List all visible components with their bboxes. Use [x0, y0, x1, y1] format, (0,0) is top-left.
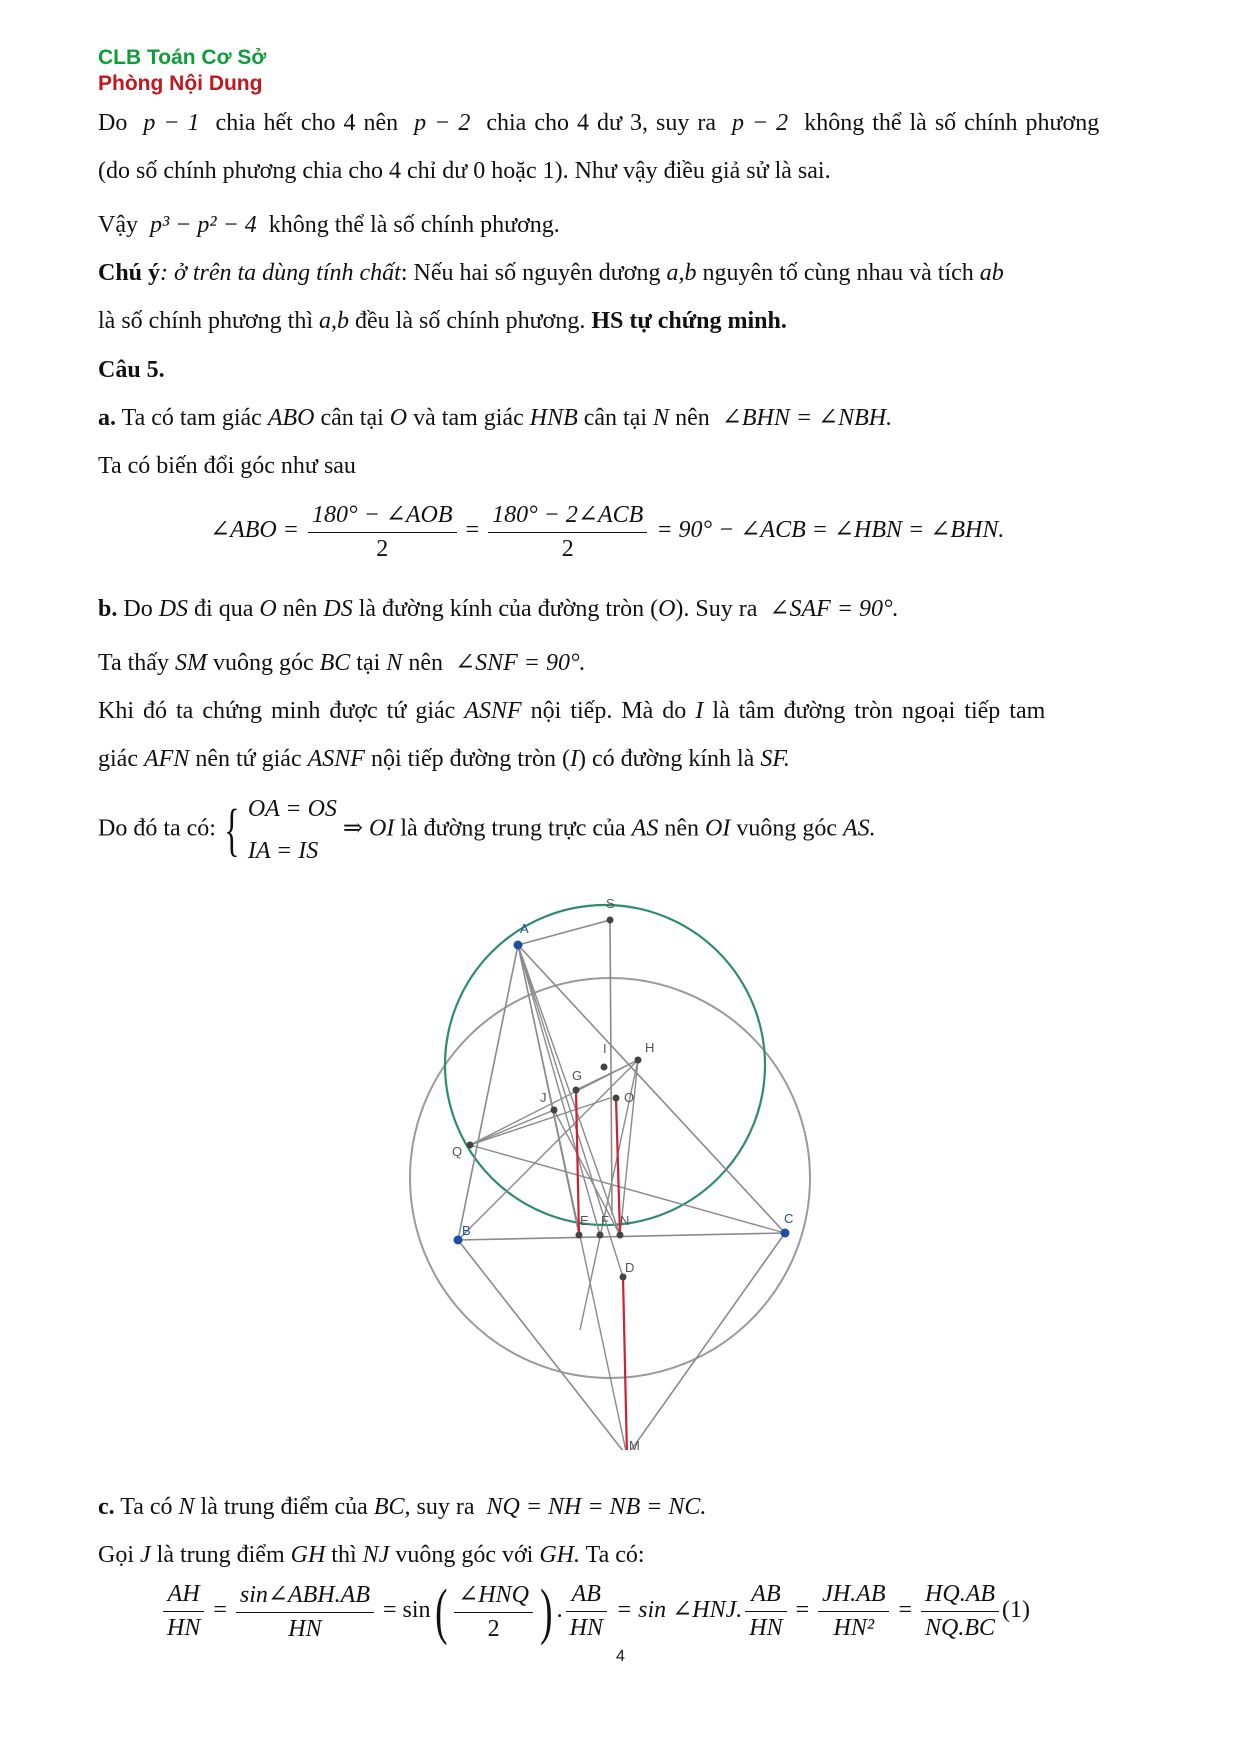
- ratio-equation: $\frac{AH}{HN}$ = $\frac{\text{sin∠ABH.AB}}{HN}$ = sin( $\frac{\text{∠HNQ}}{2}$ ) . $\frac{AB}{HN}$ = sin ∠HNJ. $\frac{AB}{HN}$ = $\frac{JH.AB}{\text{HN²}}$ = $\frac{HQ.AB}{NQ.BC}$ (1): [160, 1580, 1030, 1643]
- line-cm: [627, 1233, 785, 1450]
- part-a-line-2: Ta có biến đổi góc như sau: [98, 453, 356, 479]
- part-b-line-4: giác AFN nên tứ giác ASNF nội tiếp đường tròn (I) có đường kính là SF.: [98, 746, 790, 772]
- point-n: [617, 1232, 624, 1239]
- intro-line-2: (do số chính phương chia cho 4 chỉ dư 0 hoặc 1). Như vậy điều giả sử là sai.: [98, 158, 831, 184]
- part-b-line-1: b. Do DS đi qua O nên DS là đường kính của đường tròn (O). Suy ra ∠SAF = 90°.: [98, 596, 899, 622]
- part-b-line-5: Do đó ta có: { OA = OS IA = IS ⇒ OI là đường trung trực của AS nên OI vuông góc AS.: [98, 796, 876, 864]
- label-h: H: [645, 1040, 655, 1055]
- line-hn: [620, 1060, 638, 1235]
- point-e: [576, 1232, 583, 1239]
- label-j: J: [540, 1090, 547, 1105]
- point-f: [597, 1232, 604, 1239]
- line-gh: [576, 1060, 638, 1090]
- line-qo: [470, 1098, 610, 1145]
- label-m: M: [629, 1438, 640, 1450]
- intro-line-3: Vậy p³ − p² − 4 không thể là số chính phương.: [98, 212, 560, 238]
- label-f: F: [601, 1213, 609, 1228]
- club-header: CLB Toán Cơ Sở: [98, 46, 267, 69]
- dept-header: Phòng Nội Dung: [98, 72, 263, 95]
- line-an: [518, 945, 620, 1235]
- part-b-line-2: Ta thấy SM vuông góc BC tại N nên ∠SNF = 90°.: [98, 650, 586, 676]
- point-o: [613, 1095, 620, 1102]
- point-s: [607, 917, 614, 924]
- label-s: S: [606, 896, 615, 911]
- label-o: O: [624, 1090, 635, 1105]
- point-g: [573, 1087, 580, 1094]
- part-a-line-1: a. Ta có tam giác ABO cân tại O và tam giác HNB cân tại N nên ∠BHN = ∠NBH.: [98, 405, 893, 431]
- label-n: N: [620, 1213, 630, 1228]
- line-bm: [458, 1240, 627, 1450]
- label-g: G: [572, 1068, 583, 1083]
- point-i: [601, 1064, 608, 1071]
- intro-line-1: Do p − 1 chia hết cho 4 nên p − 2 chia cho 4 dư 3, suy ra p − 2 không thể là số chính phương: [98, 110, 1100, 136]
- point-c: [781, 1229, 790, 1238]
- point-h: [635, 1057, 642, 1064]
- note-line-1: Chú ý: ở trên ta dùng tính chất: Nếu hai số nguyên dương a,b nguyên tố cùng nhau và tích ab: [98, 260, 1004, 286]
- line-sd: [610, 920, 612, 1215]
- note-line-2: là số chính phương thì a,b đều là số chính phương. HS tự chứng minh.: [98, 308, 787, 334]
- part-c-line-1: c. Ta có N là trung điểm của BC, suy ra NQ = NH = NB = NC.: [98, 1494, 707, 1520]
- label-i: I: [603, 1041, 607, 1056]
- point-a: [514, 941, 523, 950]
- page-number: 4: [616, 1648, 625, 1665]
- eq-fraction-1: $\frac{\text{180° − ∠AOB}}{2}$: [308, 500, 457, 563]
- label-b: B: [462, 1223, 471, 1238]
- label-e: E: [580, 1213, 589, 1228]
- point-j: [551, 1107, 558, 1114]
- eq-fraction-2: $\frac{\text{180° − 2∠ACB}}{2}$: [488, 500, 647, 563]
- part-c-line-2: Gọi J là trung điểm GH thì NJ vuông góc với GH. Ta có:: [98, 1542, 645, 1568]
- part-b-line-3: Khi đó ta chứng minh được tứ giác ASNF nội tiếp. Mà do I là tâm đường tròn ngoại tiếp tam: [98, 698, 1046, 724]
- cau5-title: Câu 5.: [98, 357, 165, 383]
- red-line-ge: [576, 1090, 579, 1235]
- angle-equation: ∠ABO = $\frac{\text{180° − ∠AOB}}{2}$ = $\frac{\text{180° − 2∠ACB}}{2}$ = 90° − ∠ACB = ∠HBN = ∠BHN.: [210, 502, 1005, 562]
- label-a: A: [520, 921, 529, 936]
- point-q: [467, 1142, 474, 1149]
- label-d: D: [625, 1260, 635, 1275]
- geometry-figure: [0, 890, 1241, 1450]
- red-line-dm: [623, 1277, 627, 1450]
- label-c: C: [784, 1211, 794, 1226]
- label-q: Q: [452, 1144, 463, 1159]
- line-ab: [458, 945, 518, 1240]
